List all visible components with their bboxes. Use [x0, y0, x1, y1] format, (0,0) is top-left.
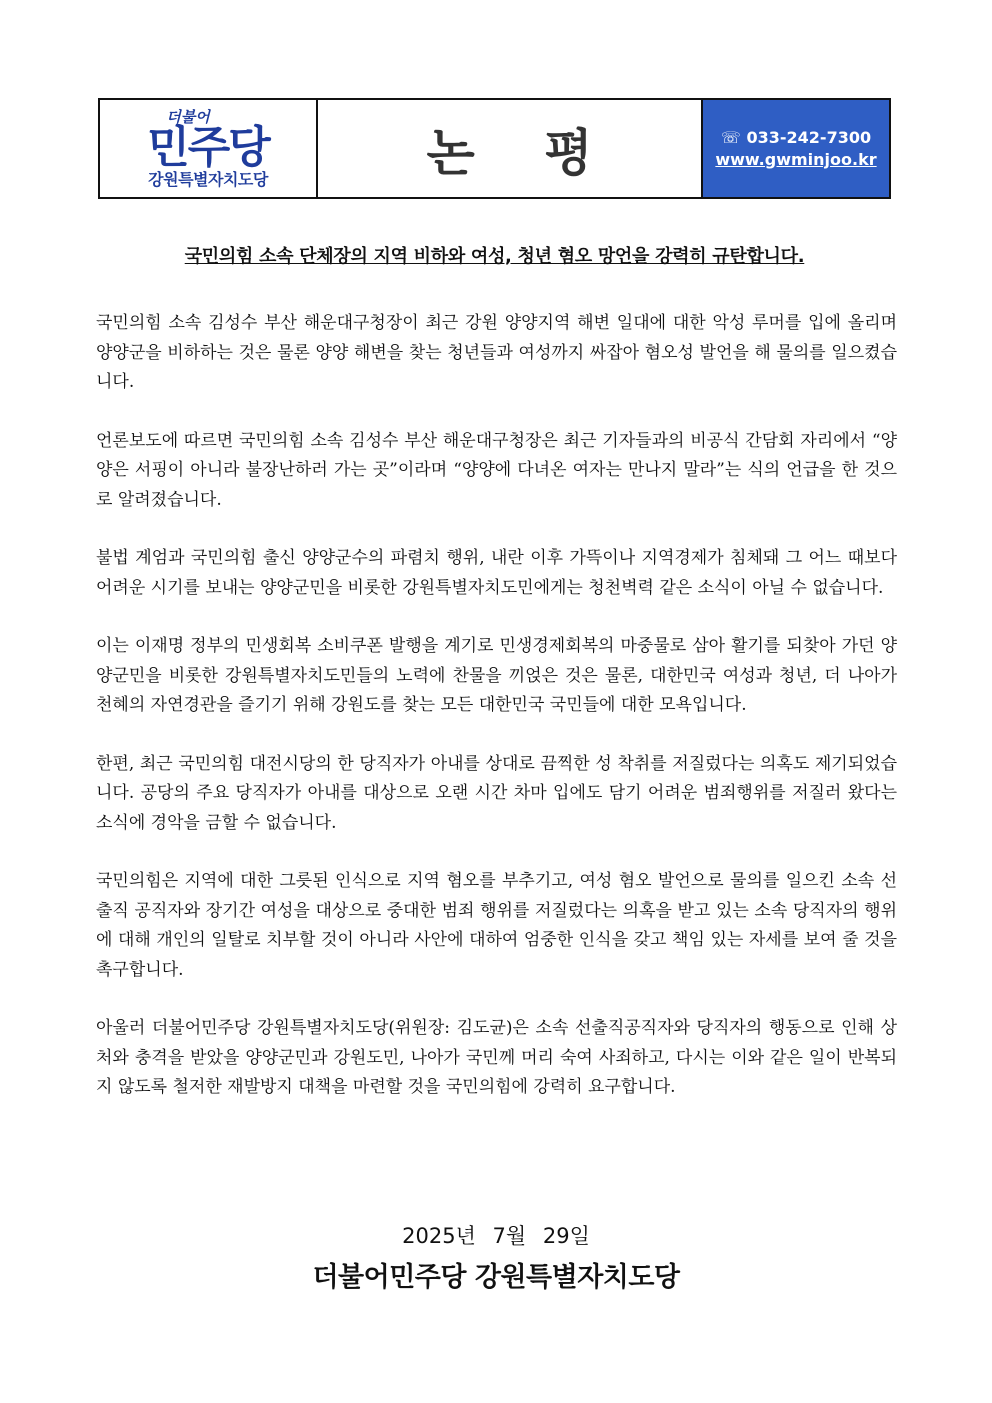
title-cell [318, 100, 703, 197]
signature: 더불어민주당 강원특별자치도당 [312, 1262, 680, 1293]
paragraph-4: 이는 이재명 정부의 민생회복 소비쿠폰 발행을 계기로 민생경제회복의 마중물로 삼아 활기를 되찾아 가던 양양군민을 비롯한 강원특별자치도민들의 노력에 찬물을 끼얹은 것은 물론, 대한민국 여성과 청년, 더 나아가 천혜의 자연경관을 즐기기 위해 강원도를 찾는 모든 대한민국 국민들에 대한 모욕입니다. [96, 636, 897, 715]
logo-main-text: 민주당 [147, 121, 269, 173]
paragraph-7: 아울러 더불어민주당 강원특별자치도당(위원장: 김도균)은 소속 선출직공직자와 당직자의 행동으로 인해 상처와 충격을 받았을 양양군민과 강원도민, 나아가 국민께 머리 숙여 사죄하고, 다시는 이와 같은 일이 반복되지 않도록 철저한 재발방지 대책을 마련할 것을 국민의힘에 강력히 요구합니다. [96, 1018, 897, 1097]
contact-cell [703, 100, 889, 197]
paragraph-6: 국민의힘은 지역에 대한 그릇된 인식으로 지역 혐오를 부추기고, 여성 혐오 발언으로 물의를 일으킨 소속 선출직 공직자와 장기간 여성을 대상으로 중대한 범죄 행위를 저질렀다는 의혹을 받고 있는 소속 당직자의 행위에 대해 개인의 일탈로 치부할 것이 아니라 사안에 대하여 엄중한 인식을 갖고 책임 있는 자세를 보여 줄 것을 촉구합니다. [96, 871, 897, 980]
paragraph-1: 국민의힘 소속 김성수 부산 해운대구청장이 최근 강원 양양지역 해변 일대에 대한 악성 루머를 입에 올리며 양양군을 비하하는 것은 물론 양양 해변을 찾는 청년들과 여성까지 싸잡아 혐오성 발언을 해 물의를 일으켰습니다. [96, 313, 897, 392]
website-link[interactable]: www.gwminjoo.kr [715, 149, 877, 169]
party-logo [100, 100, 318, 197]
logo-small-text: 더불어 [166, 107, 210, 126]
statement-date: 2025년 7월 29일 [402, 1224, 590, 1248]
statement-body [96, 309, 897, 1132]
press-header [98, 98, 891, 199]
phone-number: ☏ 033-242-7300 [720, 127, 872, 147]
paragraph-2: 언론보도에 따르면 국민의힘 소속 김성수 부산 해운대구청장은 최근 기자들과의 비공식 간담회 자리에서 “양양은 서핑이 아니라 불장난하러 가는 곳”이라며 “양양에 다녀온 여자는 만나지 말라”는 식의 언급을 한 것으로 알려졌습니다. [96, 430, 897, 510]
document-title: 논 평 [426, 123, 619, 182]
headline: 국민의힘 소속 단체장의 지역 비하와 여성, 청년 혐오 망언을 강력히 규탄합니다. [184, 246, 805, 267]
paragraph-3: 불법 계엄과 국민의힘 출신 양양군수의 파렴치 행위, 내란 이후 가뜩이나 지역경제가 침체돼 그 어느 때보다 어려운 시기를 보내는 양양군민을 비롯한 강원특별자치도민에게는 청천벽력 같은 소식이 아닐 수 없습니다. [96, 548, 897, 598]
logo-sub-text: 강원특별자치도당 [148, 169, 268, 189]
paragraph-5: 한편, 최근 국민의힘 대전시당의 한 당직자가 아내를 상대로 끔찍한 성 착취를 저질렀다는 의혹도 제기되었습니다. 공당의 주요 당직자가 아내를 대상으로 오랜 시간 차마 입에도 담기 어려운 범죄행위를 저질러 왔다는 소식에 경악을 금할 수 없습니다. [96, 753, 897, 833]
